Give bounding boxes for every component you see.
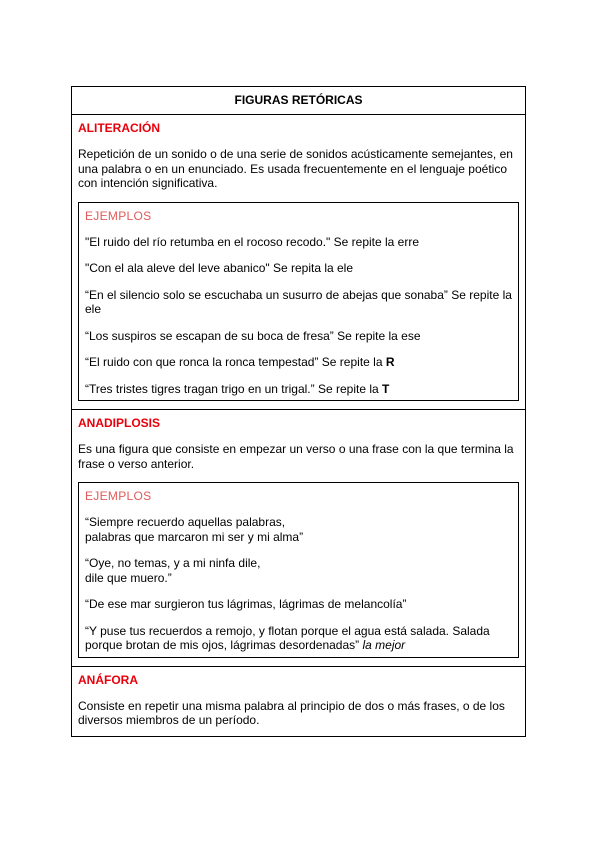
example-text: “De ese mar surgieron tus lágrimas, lágrimas de melancolía” xyxy=(85,597,407,611)
example-text: "El ruido del río retumba en el rocoso recodo." Se repite la erre xyxy=(85,234,420,249)
example-emphasis-letter: T xyxy=(382,381,390,396)
example-text: “Y puse tus recuerdos a remojo, y flotan porque el agua está salada. Salada porque brotan de mis ojos, lágrimas desordenadas” xyxy=(85,623,490,652)
section-description: Consiste en repetir una misma palabra al principio de dos o más frases, o de los diversos miembros de un período. xyxy=(78,698,505,727)
section-description: Es una figura que consiste en empezar un verso o una frase con la que termina la frase o verso anterior. xyxy=(78,442,514,471)
example-text: “Siempre recuerdo aquellas palabras, palabras que marcaron mi ser y mi alma” xyxy=(85,515,304,544)
examples-label: EJEMPLOS xyxy=(85,489,152,503)
example-item xyxy=(85,515,512,544)
sections-container xyxy=(72,115,525,736)
example-text: “Tres tristes tigres tragan trigo en un trigal.” Se repite la xyxy=(85,381,383,396)
example-text: “Oye, no temas, y a mi ninfa dile, dile que muero.” xyxy=(85,556,261,585)
section-heading: ANADIPLOSIS xyxy=(78,416,161,430)
section-2 xyxy=(72,667,525,736)
example-emphasis-letter: R xyxy=(385,355,395,369)
example-item xyxy=(85,288,512,317)
example-item xyxy=(85,556,512,585)
example-text: "Con el ala aleve del leve abanico" Se repita la ele xyxy=(85,261,354,275)
rhetorical-figures-table xyxy=(71,86,526,737)
example-italic-note: la mejor xyxy=(362,638,406,652)
section-description: Repetición de un sonido o de una serie de sonidos acústicamente semejantes, en una palabra o en un enunciado. Es usada frecuentemente en el lenguaje poético con intención significativa. xyxy=(78,147,513,190)
example-item xyxy=(85,329,512,344)
example-item xyxy=(85,624,512,653)
example-text: “Los suspiros se escapan de su boca de fresa” Se repite la ese xyxy=(85,328,421,343)
example-text: “El ruido con que ronca la ronca tempestad” Se repite la xyxy=(85,355,386,369)
example-item xyxy=(85,355,512,370)
example-item xyxy=(85,235,512,250)
section-heading: ANÁFORA xyxy=(78,672,138,687)
section-heading: ALITERACIÓN xyxy=(78,121,160,135)
section-0 xyxy=(72,115,525,410)
examples-box xyxy=(78,202,519,402)
examples-label: EJEMPLOS xyxy=(85,208,152,223)
table-title: FIGURAS RETÓRICAS xyxy=(72,87,525,115)
example-text: “En el silencio solo se escuchaba un susurro de abejas que sonaba” Se repite la ele xyxy=(85,287,512,316)
examples-box xyxy=(78,482,519,658)
example-item xyxy=(85,597,512,612)
example-item xyxy=(85,382,512,397)
example-item xyxy=(85,261,512,276)
section-1 xyxy=(72,410,525,667)
